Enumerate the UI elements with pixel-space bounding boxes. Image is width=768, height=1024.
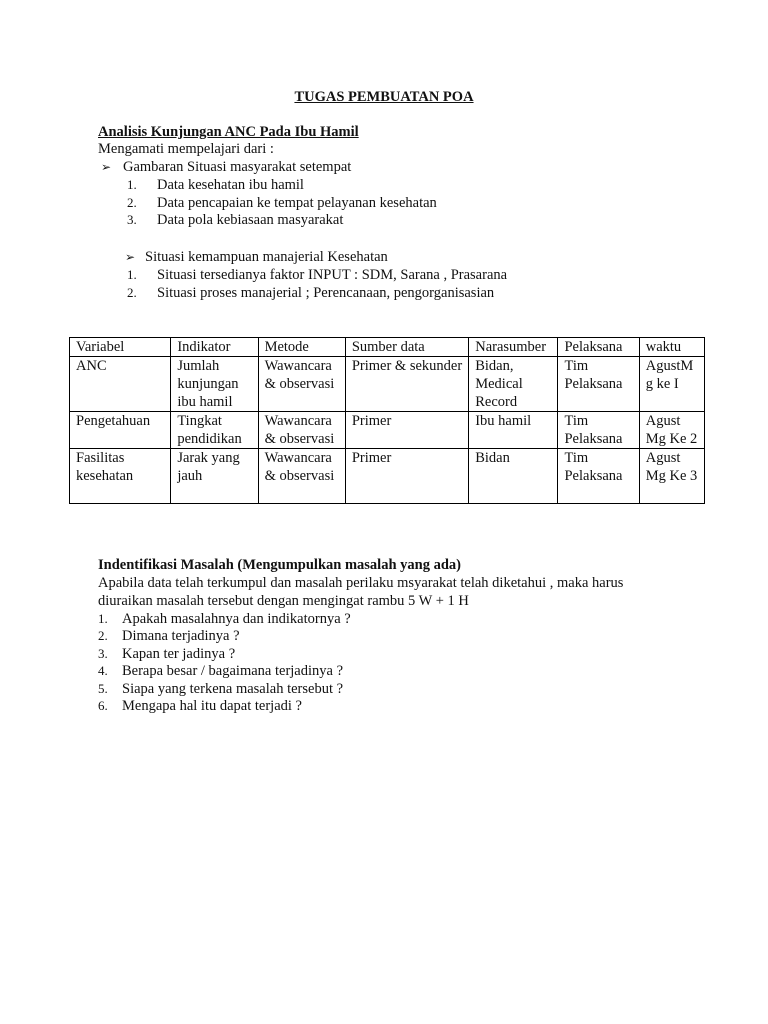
- section1-intro: Mengamati mempelajari dari :: [98, 141, 274, 157]
- list-item: [98, 680, 343, 698]
- arrow-bullet-icon: ➢: [101, 160, 112, 174]
- list-item: [98, 697, 302, 715]
- list-item: [98, 662, 343, 680]
- table-cell: Bidan: [469, 449, 558, 504]
- list-number: 1.: [127, 177, 137, 192]
- table-cell: AgustMg ke I: [639, 357, 704, 412]
- list-item-text: Data pencapaian ke tempat pelayanan kesehatan: [157, 195, 437, 211]
- list-number: 5.: [98, 681, 108, 696]
- table-cell: Primer: [345, 412, 468, 449]
- table-header-row: [70, 338, 705, 357]
- table-cell: Wawancara & observasi: [258, 412, 345, 449]
- table-cell: Ibu hamil: [469, 412, 558, 449]
- list-item-text: Situasi tersedianya faktor INPUT : SDM, Sarana , Prasarana: [157, 267, 508, 283]
- list-item-text: Situasi proses manajerial ; Perencanaan, pengorganisasian: [157, 285, 495, 301]
- list-item-text: Berapa besar / bagaimana terjadinya ?: [122, 663, 344, 679]
- table-header-cell: Narasumber: [469, 338, 558, 357]
- list-number: 6.: [98, 698, 108, 713]
- table-header-cell: Pelaksana: [558, 338, 639, 357]
- bullet-text-1: Gambaran Situasi masyarakat setempat: [123, 159, 352, 175]
- list-number: 4.: [98, 663, 108, 678]
- section2-paragraph-line1: Apabila data telah terkumpul dan masalah perilaku msyarakat telah diketahui , maka harus: [98, 575, 624, 591]
- table-cell: Primer: [345, 449, 468, 504]
- table-cell: Tim Pelaksana: [558, 449, 639, 504]
- table-header-cell: Indikator: [171, 338, 258, 357]
- list-item-text: Kapan ter jadinya ?: [122, 646, 236, 662]
- list-number: 3.: [98, 646, 108, 661]
- table-cell: Tim Pelaksana: [558, 412, 639, 449]
- list-item: [127, 266, 507, 284]
- table-row: [70, 357, 705, 412]
- table-cell: Agust Mg Ke 3: [639, 449, 704, 504]
- list-item: [127, 194, 437, 212]
- list-number: 2.: [127, 285, 137, 300]
- table-row: [70, 412, 705, 449]
- arrow-bullet-icon: ➢: [125, 250, 136, 264]
- table-cell: ANC: [70, 357, 171, 412]
- list-number: 2.: [127, 195, 137, 210]
- list-number: 1.: [127, 267, 137, 282]
- table-cell: Agust Mg Ke 2: [639, 412, 704, 449]
- table-header-cell: waktu: [639, 338, 704, 357]
- list-item-text: Data pola kebiasaan masyarakat: [157, 212, 344, 228]
- table-cell: Primer & sekunder: [345, 357, 468, 412]
- list-number: 3.: [127, 212, 137, 227]
- table-cell: Tingkat pendidikan: [171, 412, 258, 449]
- table-cell: Fasilitas kesehatan: [70, 449, 171, 504]
- table-cell: Pengetahuan: [70, 412, 171, 449]
- bullet-text-2: Situasi kemampuan manajerial Kesehatan: [145, 249, 388, 265]
- bullet-item-2: [125, 248, 388, 266]
- table-row: [70, 449, 705, 504]
- table-cell: Jumlah kunjungan ibu hamil: [171, 357, 258, 412]
- list-number: 1.: [98, 611, 108, 626]
- document-title: TUGAS PEMBUATAN POA: [294, 89, 474, 105]
- list-item-text: Dimana terjadinya ?: [122, 628, 240, 644]
- list-number: 2.: [98, 628, 108, 643]
- table-cell: Wawancara & observasi: [258, 449, 345, 504]
- bullet-item-1: [101, 158, 351, 176]
- table-cell: Wawancara & observasi: [258, 357, 345, 412]
- section1-heading: Analisis Kunjungan ANC Pada Ibu Hamil: [98, 124, 359, 140]
- section2-heading: Indentifikasi Masalah (Mengumpulkan masalah yang ada): [98, 557, 461, 573]
- list-item: [127, 176, 304, 194]
- table-header-cell: Metode: [258, 338, 345, 357]
- list-item-text: Data kesehatan ibu hamil: [157, 177, 304, 193]
- list-item: [127, 284, 494, 302]
- table-cell: Tim Pelaksana: [558, 357, 639, 412]
- table-cell: Jarak yang jauh: [171, 449, 258, 504]
- list-item: [98, 627, 240, 645]
- list-item: [98, 645, 235, 663]
- list-item: [127, 211, 343, 229]
- list-item-text: Apakah masalahnya dan indikatornya ?: [122, 611, 351, 627]
- table-header-cell: Sumber data: [345, 338, 468, 357]
- table-header-cell: Variabel: [70, 338, 171, 357]
- list-item-text: Siapa yang terkena masalah tersebut ?: [122, 681, 344, 697]
- poa-table: [69, 337, 705, 504]
- table-cell: Bidan, Medical Record: [469, 357, 558, 412]
- list-item-text: Mengapa hal itu dapat terjadi ?: [122, 698, 302, 714]
- list-item: [98, 610, 351, 628]
- section2-paragraph-line2: diuraikan masalah tersebut dengan mengingat rambu 5 W + 1 H: [98, 593, 469, 609]
